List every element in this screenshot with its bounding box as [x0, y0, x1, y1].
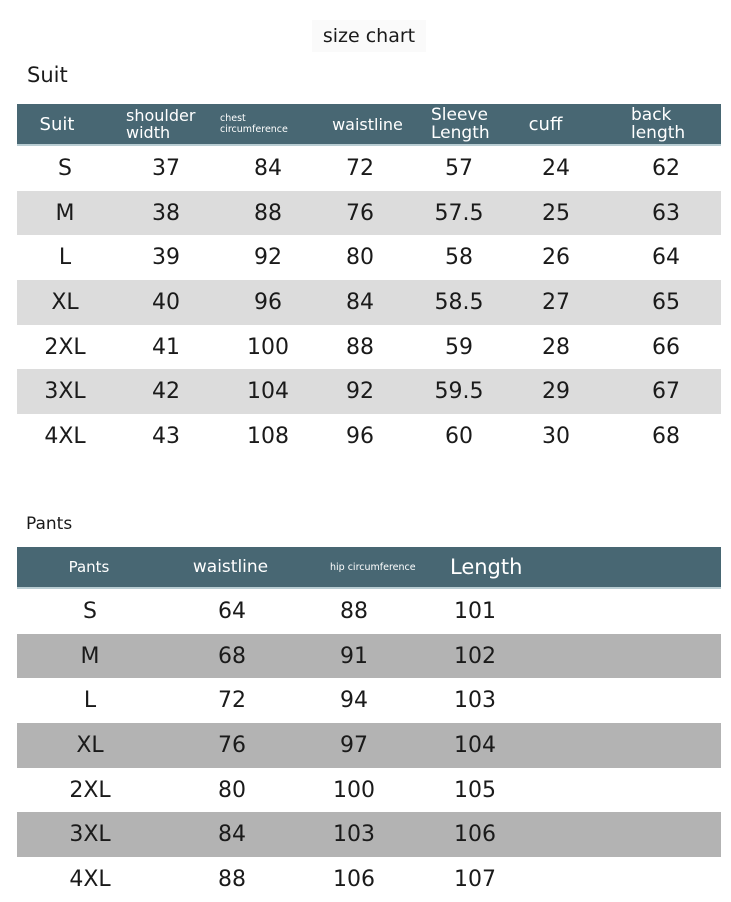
suit-row-l — [17, 235, 721, 280]
suit-size-cell: 2XL — [44, 334, 86, 360]
suit-value-cell: 38 — [152, 200, 180, 226]
suit-value-cell: 68 — [652, 423, 680, 449]
pants-section-title: Pants — [26, 514, 73, 534]
pants-value-cell: 100 — [333, 777, 375, 803]
suit-value-cell: 28 — [542, 334, 570, 360]
suit-value-cell: 96 — [254, 289, 282, 315]
suit-value-cell: 57 — [445, 155, 473, 181]
suit-size-cell: S — [58, 155, 72, 181]
suit-value-cell: 37 — [152, 155, 180, 181]
pants-size-cell: L — [83, 688, 97, 714]
suit-row-m — [17, 191, 721, 236]
pants-size-cell: 3XL — [69, 822, 111, 848]
pants-size-cell: M — [80, 643, 100, 669]
suit-value-cell: 41 — [152, 334, 180, 360]
suit-header-sleeve-length: Sleeve Length — [431, 105, 490, 143]
suit-value-cell: 88 — [254, 200, 282, 226]
pants-value-cell: 105 — [454, 777, 496, 803]
pants-value-cell: 106 — [454, 822, 496, 848]
pants-value-cell: 84 — [218, 822, 246, 848]
suit-value-cell: 62 — [652, 155, 680, 181]
page-title: size chart — [312, 20, 426, 52]
pants-header-length: Length — [450, 555, 523, 579]
suit-table-body — [17, 146, 721, 459]
suit-size-cell: 4XL — [44, 423, 86, 449]
suit-value-cell: 43 — [152, 423, 180, 449]
pants-value-cell: 80 — [218, 777, 246, 803]
suit-value-cell: 64 — [652, 245, 680, 271]
pants-value-cell: 101 — [454, 598, 496, 624]
pants-header-waistline: waistline — [192, 557, 269, 577]
suit-row-2xl — [17, 325, 721, 370]
suit-value-cell: 76 — [346, 200, 374, 226]
pants-value-cell: 88 — [218, 866, 246, 892]
suit-value-cell: 108 — [247, 423, 289, 449]
pants-row-2xl — [17, 768, 721, 813]
suit-value-cell: 104 — [247, 379, 289, 405]
suit-value-cell: 84 — [346, 289, 374, 315]
suit-value-cell: 30 — [542, 423, 570, 449]
suit-value-cell: 42 — [152, 379, 180, 405]
pants-table-header — [17, 547, 721, 589]
suit-row-4xl — [17, 414, 721, 459]
suit-section-title: Suit — [27, 63, 68, 87]
suit-value-cell: 88 — [346, 334, 374, 360]
pants-value-cell: 106 — [333, 866, 375, 892]
suit-value-cell: 72 — [346, 155, 374, 181]
suit-value-cell: 63 — [652, 200, 680, 226]
pants-value-cell: 103 — [454, 688, 496, 714]
pants-value-cell: 107 — [454, 866, 496, 892]
suit-value-cell: 92 — [346, 379, 374, 405]
pants-row-4xl — [17, 857, 721, 902]
pants-size-table — [17, 547, 721, 902]
suit-row-xl — [17, 280, 721, 325]
suit-value-cell: 58 — [445, 245, 473, 271]
suit-size-cell: L — [58, 245, 72, 271]
suit-header-cuff: cuff — [528, 113, 563, 135]
suit-size-cell: 3XL — [44, 379, 86, 405]
suit-size-table — [17, 104, 721, 459]
suit-row-s — [17, 146, 721, 191]
pants-size-cell: XL — [76, 732, 104, 758]
pants-value-cell: 103 — [333, 822, 375, 848]
suit-value-cell: 25 — [542, 200, 570, 226]
pants-value-cell: 91 — [340, 643, 368, 669]
suit-size-cell: XL — [51, 289, 79, 315]
suit-header-waistline: waistline — [332, 114, 403, 134]
pants-size-cell: S — [83, 598, 97, 624]
suit-size-cell: M — [55, 200, 75, 226]
suit-header-size: Suit — [39, 113, 75, 135]
pants-size-cell: 4XL — [69, 866, 111, 892]
suit-value-cell: 27 — [542, 289, 570, 315]
suit-value-cell: 59 — [445, 334, 473, 360]
pants-value-cell: 97 — [340, 732, 368, 758]
pants-value-cell: 72 — [218, 688, 246, 714]
pants-row-xl — [17, 723, 721, 768]
suit-value-cell: 80 — [346, 245, 374, 271]
pants-row-l — [17, 678, 721, 723]
pants-row-s — [17, 589, 721, 634]
suit-header-shoulder-width: shoulder width — [126, 106, 196, 142]
suit-value-cell: 60 — [445, 423, 473, 449]
suit-row-3xl — [17, 369, 721, 414]
suit-value-cell: 57.5 — [434, 200, 484, 226]
suit-header-chest-circumference: chest circumference — [220, 113, 288, 135]
suit-value-cell: 40 — [152, 289, 180, 315]
pants-header-size: Pants — [68, 558, 110, 576]
suit-value-cell: 24 — [542, 155, 570, 181]
pants-table-body — [17, 589, 721, 902]
suit-value-cell: 66 — [652, 334, 680, 360]
suit-value-cell: 59.5 — [434, 379, 484, 405]
pants-row-3xl — [17, 812, 721, 857]
suit-value-cell: 58.5 — [434, 289, 484, 315]
suit-table-header — [17, 104, 721, 146]
suit-value-cell: 96 — [346, 423, 374, 449]
pants-header-hip-circumference: hip circumference — [330, 561, 416, 573]
suit-value-cell: 65 — [652, 289, 680, 315]
pants-value-cell: 88 — [340, 598, 368, 624]
pants-value-cell: 102 — [454, 643, 496, 669]
suit-header-back-length: back length — [631, 105, 686, 143]
suit-value-cell: 92 — [254, 245, 282, 271]
suit-value-cell: 100 — [247, 334, 289, 360]
pants-value-cell: 68 — [218, 643, 246, 669]
pants-size-cell: 2XL — [69, 777, 111, 803]
suit-value-cell: 39 — [152, 245, 180, 271]
pants-value-cell: 64 — [218, 598, 246, 624]
suit-value-cell: 29 — [542, 379, 570, 405]
suit-value-cell: 26 — [542, 245, 570, 271]
pants-value-cell: 94 — [340, 688, 368, 714]
pants-value-cell: 76 — [218, 732, 246, 758]
suit-value-cell: 84 — [254, 155, 282, 181]
pants-row-m — [17, 634, 721, 679]
pants-value-cell: 104 — [454, 732, 496, 758]
suit-value-cell: 67 — [652, 379, 680, 405]
